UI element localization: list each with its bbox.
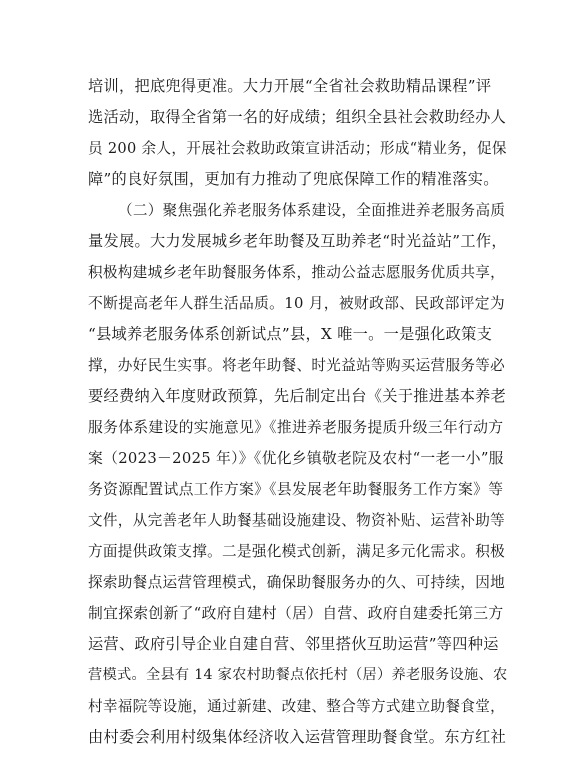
text-line: 要经费纳入年度财政预算，先后制定出台《关于推进基本养老 [88, 387, 507, 405]
text-line: 由村委会利用村级集体经济收入运营管理助餐食堂。东方红社 [88, 728, 507, 746]
text-line: 服务体系建设的实施意见》《推进养老服务提质升级三年行动方 [88, 419, 504, 436]
text-line: 量发展。大力发展城乡老年助餐及互助养老“时光益站”工作， [88, 232, 507, 250]
text-line: 方面提供政策支撑。二是强化模式创新，满足多元化需求。积极 [88, 543, 506, 560]
document-body [88, 71, 508, 753]
text-line: “县域养老服务体系创新试点”县，X 唯一。一是强化政策支 [88, 325, 493, 343]
text-line: 制宜探索创新了“政府自建村（居）自营、政府自建委托第三方 [88, 605, 504, 622]
text-line: 案（2023－2025 年）》《优化乡镇敬老院及农村“一老一小”服 [88, 450, 504, 467]
text-line: 员 200 余人，开展社会救助政策宣讲活动；形成“精业务，促保 [88, 140, 507, 157]
text-line: 选活动，取得全省第一名的好成绩；组织全县社会救助经办人 [88, 108, 507, 126]
text-line: 积极构建城乡老年助餐服务体系，推动公益志愿服务优质共享， [88, 264, 506, 281]
text-line: 撑，办好民生实事。将老年助餐、时光益站等购买运营服务等必 [88, 357, 506, 374]
section-heading-line: （二）聚焦强化养老服务体系建设，全面推进养老服务高质 [118, 202, 506, 219]
paragraph-elderly-care [88, 195, 508, 753]
text-line: 培训，把底兜得更准。大力开展“全省社会救助精品课程”评 [88, 77, 492, 95]
text-line: 务资源配置试点工作方案》《县发展老年助餐服务工作方案》等 [88, 481, 504, 498]
text-line: 障”的良好氛围，更加有力推动了兜底保障工作的精准落实。 [88, 170, 499, 188]
text-line: 文件，从完善老年人助餐基础设施建设、物资补贴、运营补助等 [88, 512, 506, 529]
text-line: 村幸福院等设施，通过新建、改建、整合等方式建立助餐食堂， [88, 698, 506, 715]
text-line: 不断提高老年人群生活品质。10 月，被财政部、民政部评定为 [88, 295, 505, 312]
text-line: 营模式。全县有 14 家农村助餐点依托村（居）养老服务设施、农 [88, 667, 508, 683]
text-line: 运营、政府引导企业自建自营、邻里搭伙互助运营”等四种运 [88, 635, 499, 653]
text-line: 探索助餐点运营管理模式，确保助餐服务办的久、可持续，因地 [88, 574, 506, 591]
paragraph-social-assistance [88, 71, 508, 195]
